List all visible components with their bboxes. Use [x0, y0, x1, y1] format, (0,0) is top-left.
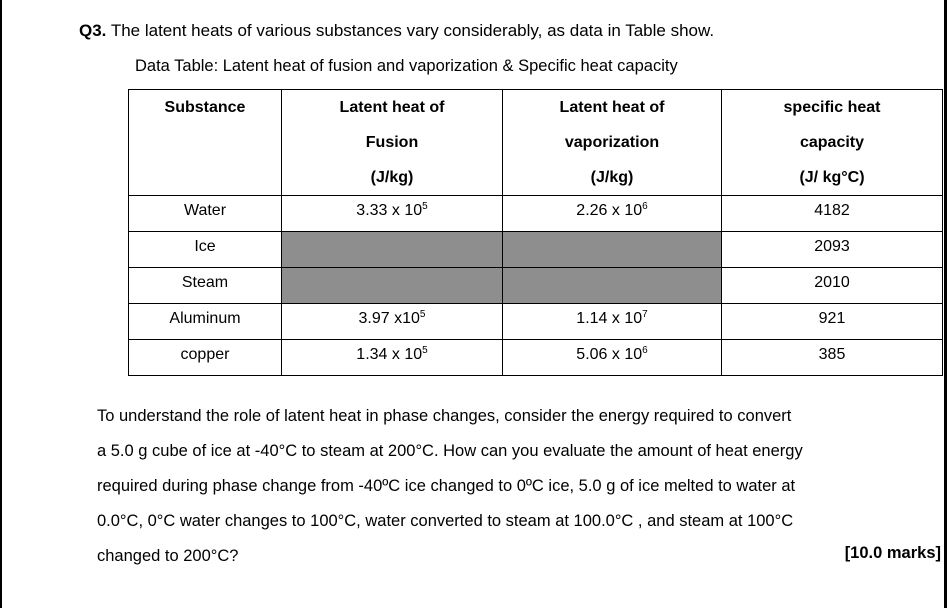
table-row-ice [129, 232, 943, 268]
cell-specific-heat: 4182 [722, 196, 943, 232]
cell-fusion-shaded [282, 268, 503, 304]
header-latent-fusion: Latent heat of Fusion (J/kg) [282, 90, 503, 196]
header-specific-heat: specific heat capacity (J/ kg°C) [722, 90, 943, 196]
table-caption: Data Table: Latent heat of fusion and vaporization & Specific heat capacity [135, 57, 678, 75]
marks-label: [10.0 marks] [844, 544, 941, 562]
data-table [128, 89, 943, 376]
cell-substance: copper [129, 340, 282, 376]
table-row-copper [129, 340, 943, 376]
cell-vaporization-shaded [503, 232, 722, 268]
cell-vaporization: 1.14 x $10^7$ [503, 304, 722, 340]
cell-fusion: 1.34 x $10^5$ [282, 340, 503, 376]
cell-specific-heat: 385 [722, 340, 943, 376]
header-latent-vaporization: Latent heat of vaporization (J/kg) [503, 90, 722, 196]
paragraph-line: 0.0°C, 0°C water changes to 100°C, water converted to steam at 100.0°C , and steam at 100°C [97, 512, 794, 530]
paragraph-line: changed to 200°C? [97, 547, 239, 565]
table-row-aluminum [129, 304, 943, 340]
cell-substance: Water [129, 196, 282, 232]
paragraph-line: a 5.0 g cube of ice at -40°C to steam at 200°C. How can you evaluate the amount of heat energy [97, 442, 803, 460]
table-row-water [129, 196, 943, 232]
cell-fusion-shaded [282, 232, 503, 268]
header-substance: Substance [129, 90, 282, 196]
paragraph-line: To understand the role of latent heat in phase changes, consider the energy required to convert [97, 407, 792, 425]
cell-fusion: 3.33 x $10^5$ [282, 196, 503, 232]
cell-specific-heat: 2010 [722, 268, 943, 304]
cell-fusion: 3.97 $x10^5$ [282, 304, 503, 340]
left-border-line [0, 0, 2, 608]
cell-vaporization: 5.06 x $10^6$ [503, 340, 722, 376]
question-text: The latent heats of various substances vary considerably, as data in Table show. [110, 21, 715, 40]
table-row-steam [129, 268, 943, 304]
table-header-row [129, 90, 943, 196]
cell-specific-heat: 921 [722, 304, 943, 340]
cell-substance: Aluminum [129, 304, 282, 340]
cell-substance: Steam [129, 268, 282, 304]
cell-specific-heat: 2093 [722, 232, 943, 268]
question-number: Q3. [79, 21, 107, 40]
cell-vaporization-shaded [503, 268, 722, 304]
cell-vaporization: 2.26 x $10^6$ [503, 196, 722, 232]
paragraph-line: required during phase change from -40ºC ice changed to 0ºC ice, 5.0 g of ice melted to water at [97, 477, 796, 495]
cell-substance: Ice [129, 232, 282, 268]
problem-paragraph [97, 404, 942, 579]
question-heading [79, 21, 714, 41]
